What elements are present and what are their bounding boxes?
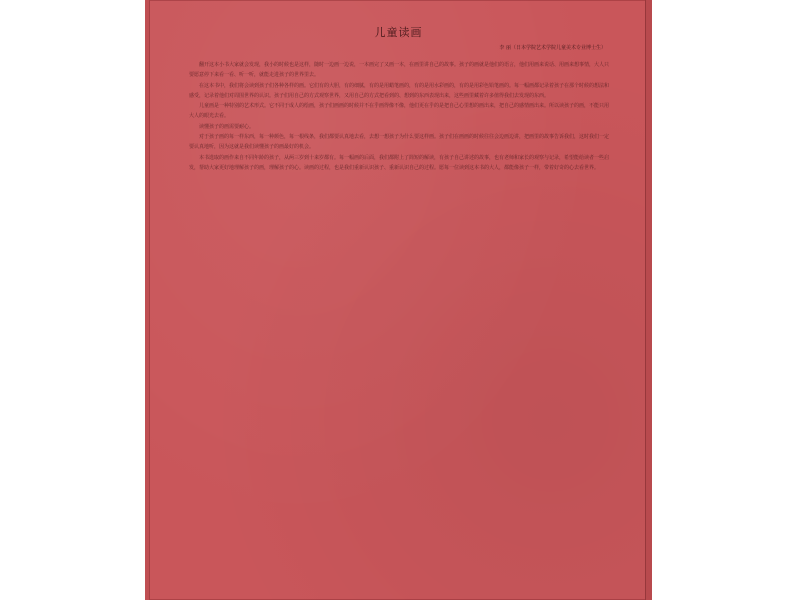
body-paragraph: 对于孩子画的每一样东西，每一种颜色，每一根线条，我们都要认真地去看，去想一想孩子为什么要这样画。孩子们在画画的时候往往会边画边讲，把画里的故事告诉我们，这时我们一定要认真地听，因为这就是我们读懂孩子的画最好的机会。 [189, 134, 610, 151]
sheet-right-edge [645, 0, 652, 600]
document-body [189, 60, 609, 173]
body-paragraph: 读懂孩子的画需要耐心。 [199, 123, 255, 130]
body-paragraph: 在这本书中，我们将会读到孩子们各种各样的画。它们有的大胆，有的细腻，有的是用蜡笔画的，有的是用水彩画的，有的是用彩色铅笔画的。每一幅画都记录着孩子在那个时候的想法和感受，记录着他们对周围世界的认识。孩子们用自己的方式观察世界，又用自己的方式把看到的、想到的东西表现出来，这些画里藏着许多值得我们去发现的东西。 [189, 82, 610, 99]
body-paragraph: 本书选取的画作来自不同年龄的孩子，从两三岁到十来岁都有。每一幅画的后面，我们都附上了简短的解读，有孩子自己讲述的故事，也有老师和家长的观察与记录，希望能给读者一些启发，帮助大家更好地理解孩子的画，理解孩子的心。读画的过程，也是我们重新认识孩子、重新认识自己的过程。愿每一位读到这本书的大人，都能像孩子一样，带着好奇的心去看世界。 [189, 154, 610, 171]
document-title: 儿童读画 [374, 26, 423, 39]
body-paragraph: 翻开这本小书大家就会发现，我小的时候也是这样，随时一边画一边说，一本画完了又画一本，在画里讲自己的故事。孩子的画就是他们的语言，他们用画来说话、用画来想事情，大人只要愿意停下来看一看、听一听，就能走进孩子的世界里去。 [189, 62, 610, 79]
sheet-left-edge [145, 0, 150, 600]
body-paragraph: 儿童画是一种特别的艺术形式。它不同于成人的绘画，孩子们画画的时候并不在乎画得像不像，他们更在乎的是把自己心里想的画出来，把自己的感情画出来。所以读孩子的画，不能只用大人的眼光去看。 [189, 103, 610, 120]
document-byline: 李 丽（日本学院艺术学院儿童美术专业博士生） [499, 45, 606, 51]
document-sheet [145, 0, 652, 600]
